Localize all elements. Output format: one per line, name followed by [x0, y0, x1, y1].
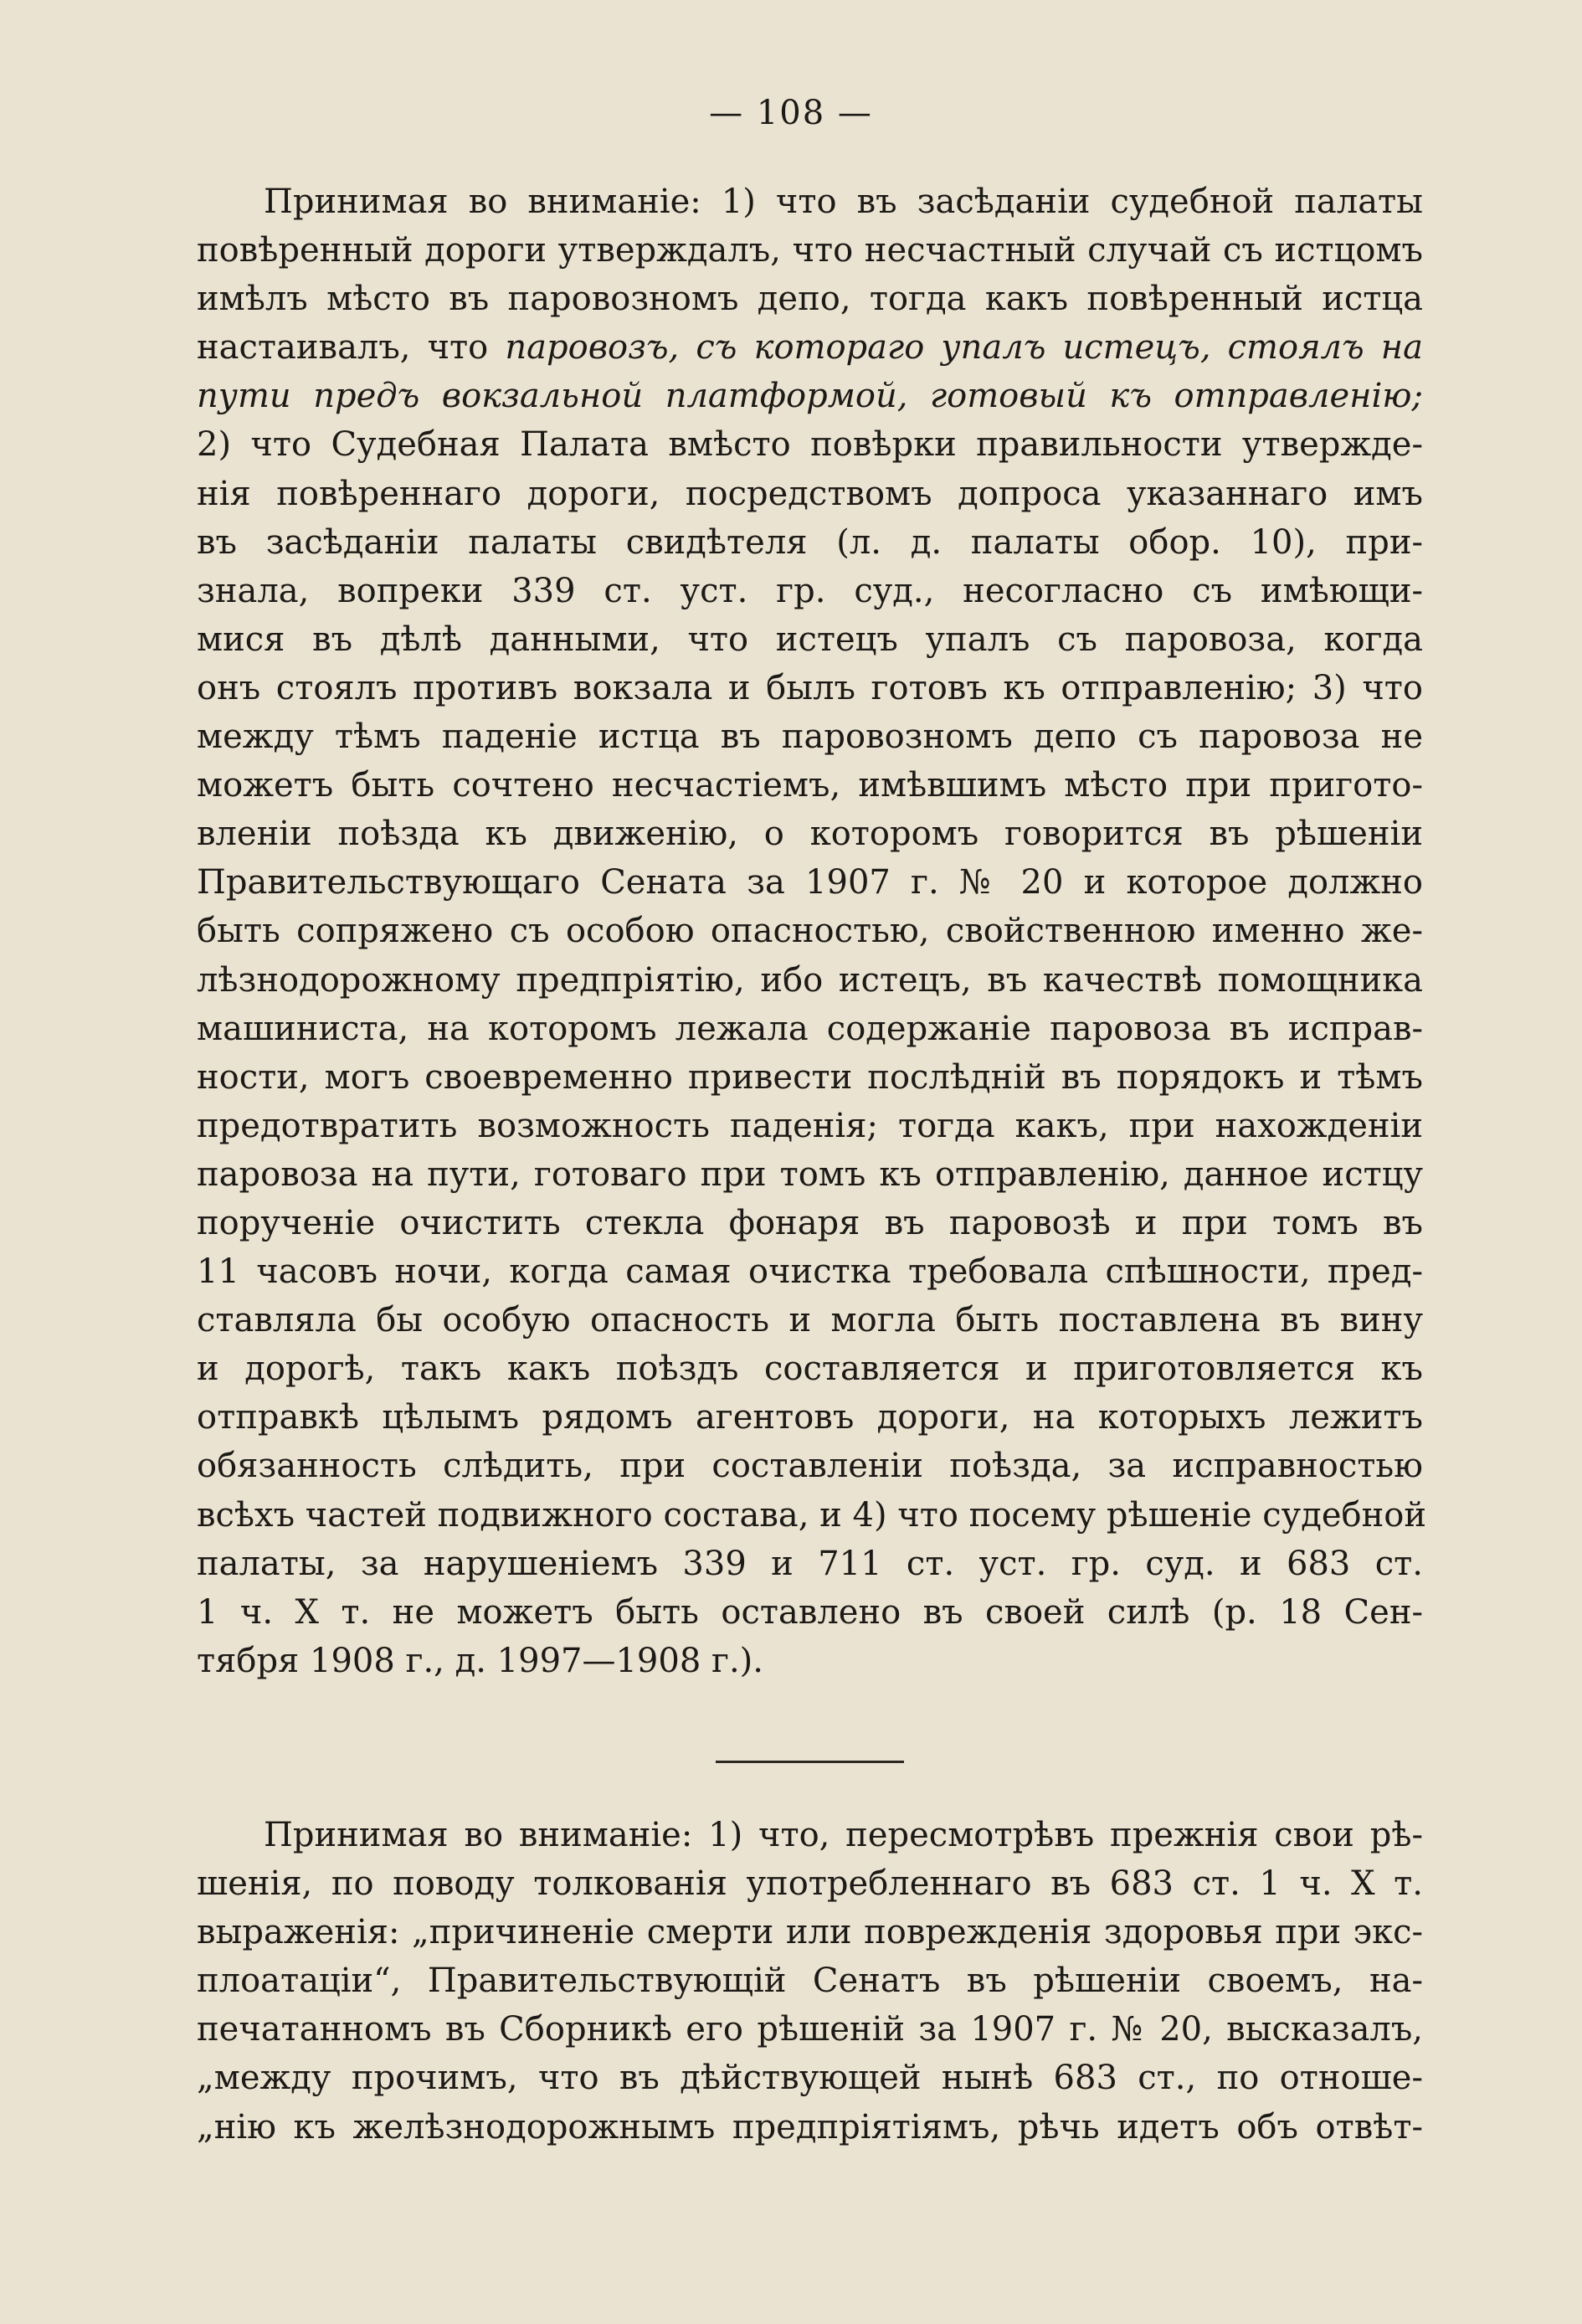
text-line: палаты, за нарушеніемъ 339 и 711 ст. уст. гр. суд. и 683 ст. [197, 1544, 1423, 1583]
italic-text: паровозъ, съ котораго упалъ истецъ, стоялъ на [505, 328, 1424, 368]
text-line: Правительствующаго Сената за 1907 г. № 20 и которое должно [197, 863, 1423, 902]
section-divider [716, 1761, 904, 1763]
text-line: плоатаціи“, Правительствующій Сенатъ въ рѣшеніи своемъ, на- [197, 1962, 1423, 2001]
text-line: вленіи поѣзда къ движенію, о которомъ говорится въ рѣшеніи [197, 815, 1423, 854]
text-line: отправкѣ цѣлымъ рядомъ агентовъ дороги, на которыхъ лежитъ [197, 1398, 1423, 1437]
text-line: паровоза на пути, готоваго при томъ къ отправленію, данное истцу [197, 1154, 1423, 1194]
text-line: и дорогѣ, такъ какъ поѣздъ составляется и приготовляется къ [197, 1350, 1423, 1389]
text-line: „нію къ желѣзнодорожнымъ предпріятіямъ, рѣчь идетъ объ отвѣт- [197, 2107, 1423, 2147]
text-line: обязанность слѣдить, при составленіи поѣзда, за исправностью [197, 1447, 1423, 1486]
text-line: между тѣмъ паденіе истца въ паровозномъ депо съ паровоза не [197, 717, 1423, 757]
text-line: предотвратить возможность паденія; тогда какъ, при нахожденіи [197, 1106, 1423, 1145]
paragraph-2 [197, 1811, 1423, 2152]
text-line: Принимая во вниманіе: 1) что въ засѣданіи судебной палаты [264, 183, 1423, 221]
text-line: печатанномъ въ Сборникѣ его рѣшеній за 1907 г. № 20, высказалъ, [197, 2010, 1423, 2049]
text-line: машиниста, на которомъ лежала содержаніе паровоза въ исправ- [197, 1009, 1423, 1048]
text-line: шенія, по поводу толкованія употребленнаго въ 683 ст. 1 ч. X т. [197, 1864, 1423, 1904]
text-line: въ засѣданіи палаты свидѣтеля (л. д. палаты обор. 10), при- [197, 522, 1423, 562]
text-line: лѣзнодорожному предпріятію, ибо истецъ, въ качествѣ помощника [197, 960, 1423, 1000]
page-number: — 108 — [709, 94, 873, 132]
text-line: „между прочимъ, что въ дѣйствующей нынѣ 683 ст., по отноше- [197, 2059, 1423, 2098]
text-line: онъ стоялъ противъ вокзала и былъ готовъ къ отправленію; 3) что [197, 668, 1423, 707]
text-line: быть сопряжено съ особою опасностью, свойственною именно же- [197, 912, 1423, 951]
text-line: Принимая во вниманіе: 1) что, пересмотрѣвъ прежнія свои рѣ- [264, 1816, 1423, 1854]
text-line: знала, вопреки 339 ст. уст. гр. суд., несогласно съ имѣющи- [197, 571, 1423, 610]
text-line: всѣхъ частей подвижного состава, и 4) что посему рѣшеніе судебной [197, 1495, 1426, 1535]
text-line: ности, могъ своевременно привести послѣдній въ порядокъ и тѣмъ [197, 1057, 1423, 1097]
italic-text: пути предъ вокзальной платформой, готовый къ отправленію; [197, 377, 1423, 416]
text-line: тября 1908 г., д. 1997—1908 г.). [197, 1641, 763, 1680]
text-line: выраженія: „причиненіе смерти или поврежденія здоровья при экс- [197, 1913, 1423, 1952]
text-line: 2) что Судебная Палата вмѣсто повѣрки правильности утвержде- [197, 425, 1423, 465]
text-line: нія повѣреннаго дороги, посредствомъ допроса указаннаго имъ [197, 474, 1423, 513]
text-line: ставляла бы особую опасность и могла быть поставлена въ вину [197, 1301, 1423, 1340]
text-line: 11 часовъ ночи, когда самая очистка требовала спѣшности, пред- [197, 1252, 1423, 1292]
text-line: повѣренный дороги утверждалъ, что несчастный случай съ истцомъ [197, 231, 1423, 270]
text-line: мися въ дѣлѣ данными, что истецъ упалъ съ паровоза, когда [197, 620, 1423, 659]
text-line: порученіе очистить стекла фонаря въ паровозѣ и при томъ въ [197, 1203, 1423, 1242]
text-line-mixed [197, 323, 1423, 372]
paragraph-1 [197, 177, 1426, 1685]
text-span: настаивалъ, что [197, 328, 489, 368]
text-line-italic [197, 372, 1423, 420]
text-line: можетъ быть сочтено несчастіемъ, имѣвшимъ мѣсто при пригото- [197, 766, 1423, 805]
text-line: имѣлъ мѣсто въ паровозномъ депо, тогда какъ повѣренный истца [197, 280, 1423, 319]
text-line: 1 ч. X т. не можетъ быть оставлено въ своей силѣ (р. 18 Сен- [197, 1592, 1423, 1632]
